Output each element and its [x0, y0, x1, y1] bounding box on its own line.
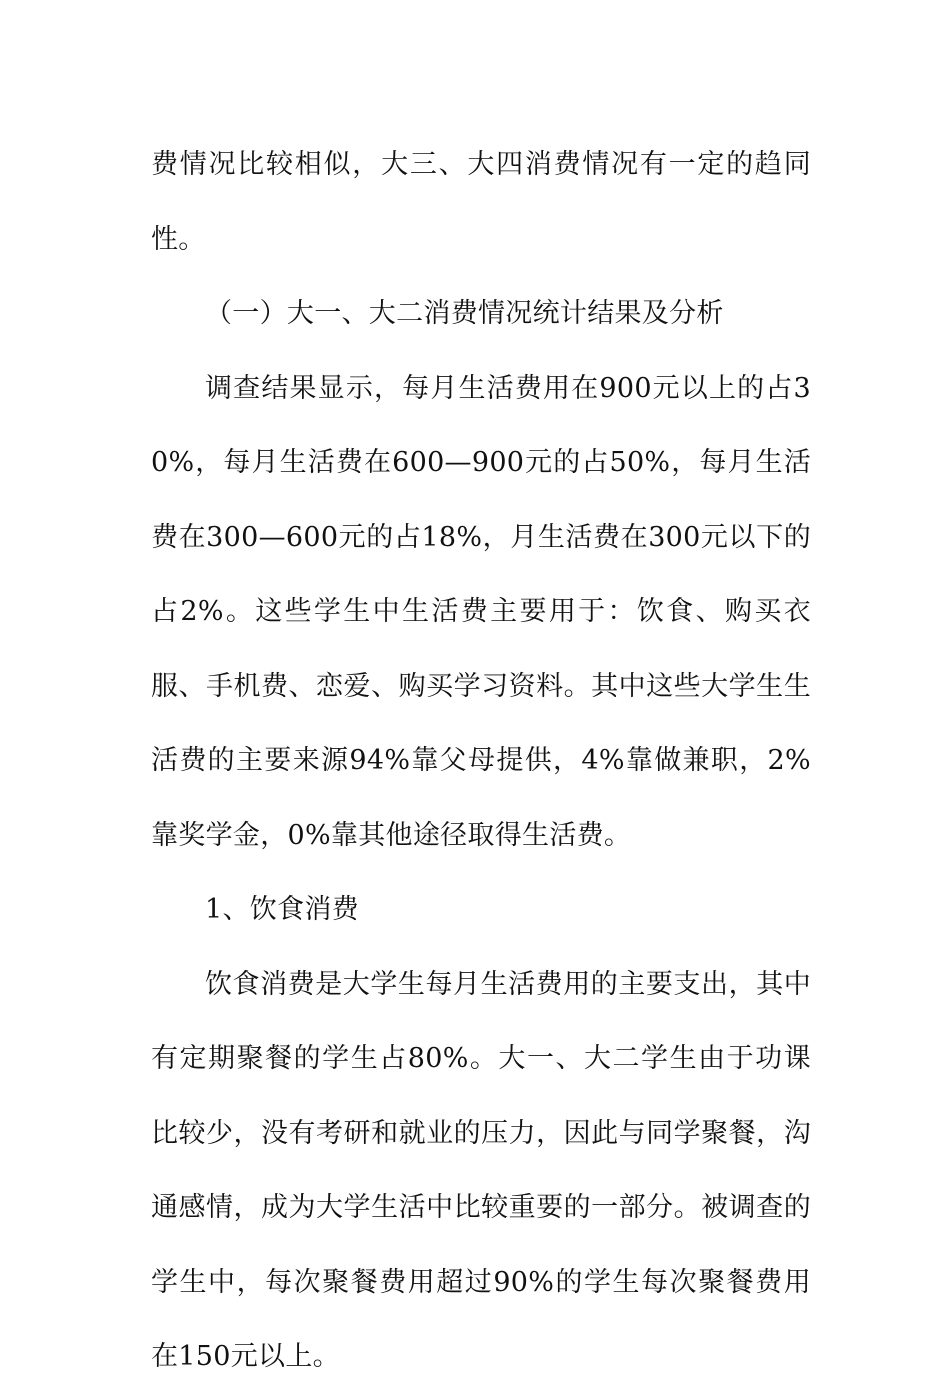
paragraph-food-consumption: 饮食消费是大学生每月生活费用的主要支出，其中有定期聚餐的学生占80%。大一、大二学生由于功课比较少，没有考研和就业的压力，因此与同学聚餐，沟通感情，成为大学生活中比较重要的一部分。被调查的学生中，每次聚餐费用超过90%的学生每次聚餐费用在150元以上。 [151, 968, 811, 1372]
document-body [151, 128, 811, 1395]
subsection-heading: 1、饮食消费 [205, 894, 359, 925]
section-heading: （一）大一、大二消费情况统计结果及分析 [205, 298, 724, 329]
paragraph-continuation: 费情况比较相似，大三、大四消费情况有一定的趋同性。 [151, 149, 811, 255]
paragraph-survey-results: 调查结果显示，每月生活费用在900元以上的占30%，每月生活费在600—900元的占50%，每月生活费在300—600元的占18%，月生活费在300元以下的占2%。这些学生中生活费主要用于：饮食、购买衣服、手机费、恋爱、购买学习资料。其中这些大学生生活费的主要来源94%靠父母提供，4%靠做兼职，2%靠奖学金，0%靠其他途径取得生活费。 [151, 372, 811, 851]
